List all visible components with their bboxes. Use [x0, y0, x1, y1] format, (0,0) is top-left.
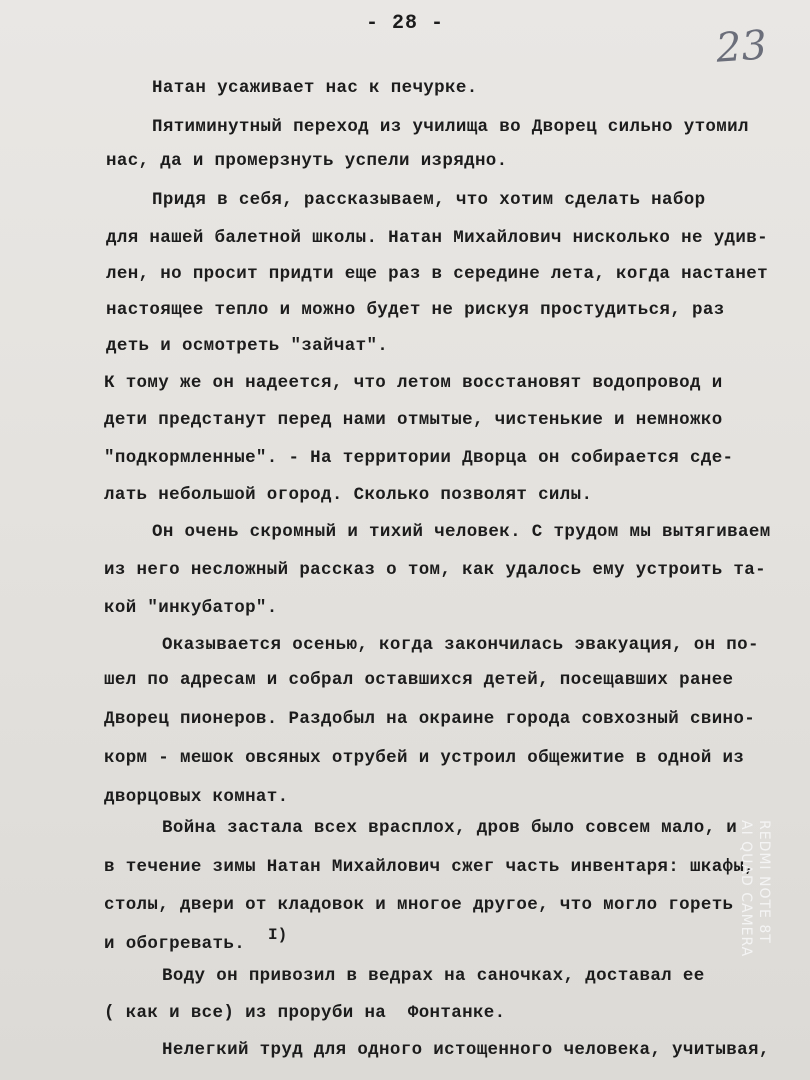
text-line: лен, но просит придти еще раз в середине лета, когда настанет — [106, 264, 768, 284]
text-line: дети предстанут перед нами отмытые, чистенькие и немножко — [104, 410, 723, 430]
text-line: Натан усаживает нас к печурке. — [152, 78, 478, 98]
text-line: Пятиминутный переход из училища во Дворец сильно утомил — [152, 117, 749, 137]
text-line: нас, да и промерзнуть успели изрядно. — [106, 151, 508, 171]
footnote-marker: I) — [268, 926, 288, 944]
text-line: кой "инкубатор". — [104, 598, 278, 618]
text-line: Оказывается осенью, когда закончилась эвакуация, он по- — [162, 635, 759, 655]
text-line: из него несложный рассказ о том, как удалось ему устроить та- — [104, 560, 766, 580]
text-line: Придя в себя, рассказываем, что хотим сделать набор — [152, 190, 706, 210]
text-line: дворцовых комнат. — [104, 787, 289, 807]
camera-watermark — [738, 820, 792, 1010]
text-line: Нелегкий труд для одного истощенного человека, учитывая, — [162, 1040, 770, 1060]
text-line: ( как и все) из проруби на Фонтанке. — [104, 1003, 506, 1023]
text-line: Он очень скромный и тихий человек. С трудом мы вытягиваем — [152, 522, 771, 542]
text-line: в течение зимы Натан Михайлович сжег часть инвентаря: шкафы, — [104, 857, 756, 877]
text-line: лать небольшой огород. Сколько позволят силы. — [104, 485, 593, 505]
page-number: - 28 - — [365, 12, 444, 35]
text-line: настоящее тепло и можно будет не рискуя простудиться, раз — [106, 300, 725, 320]
handwritten-folio-number: 23 — [714, 22, 769, 72]
watermark-line-1: REDMI NOTE 8T — [756, 820, 772, 944]
text-line: К тому же он надеется, что летом восстановят водопровод и — [104, 373, 723, 393]
text-line: деть и осмотреть "зайчат". — [106, 336, 389, 356]
text-line: и обогревать. — [104, 934, 246, 954]
text-line: столы, двери от кладовок и многое другое, что могло гореть — [104, 895, 734, 915]
text-line: Война застала всех врасплох, дров было совсем мало, и — [162, 818, 738, 838]
text-line: для нашей балетной школы. Натан Михайлович нисколько не удив- — [106, 228, 768, 248]
text-line: шел по адресам и собрал оставшихся детей, посещавших ранее — [104, 670, 734, 690]
watermark-line-2: AI QUAD CAMERA — [738, 820, 754, 958]
text-line: "подкормленные". - На территории Дворца он собирается сде- — [104, 448, 734, 468]
text-line: Воду он привозил в ведрах на саночках, доставал ее — [162, 966, 705, 986]
text-line: корм - мешок овсяных отрубей и устроил общежитие в одной из — [104, 748, 745, 768]
text-line: Дворец пионеров. Раздобыл на окраине города совхозный свино- — [104, 709, 756, 729]
